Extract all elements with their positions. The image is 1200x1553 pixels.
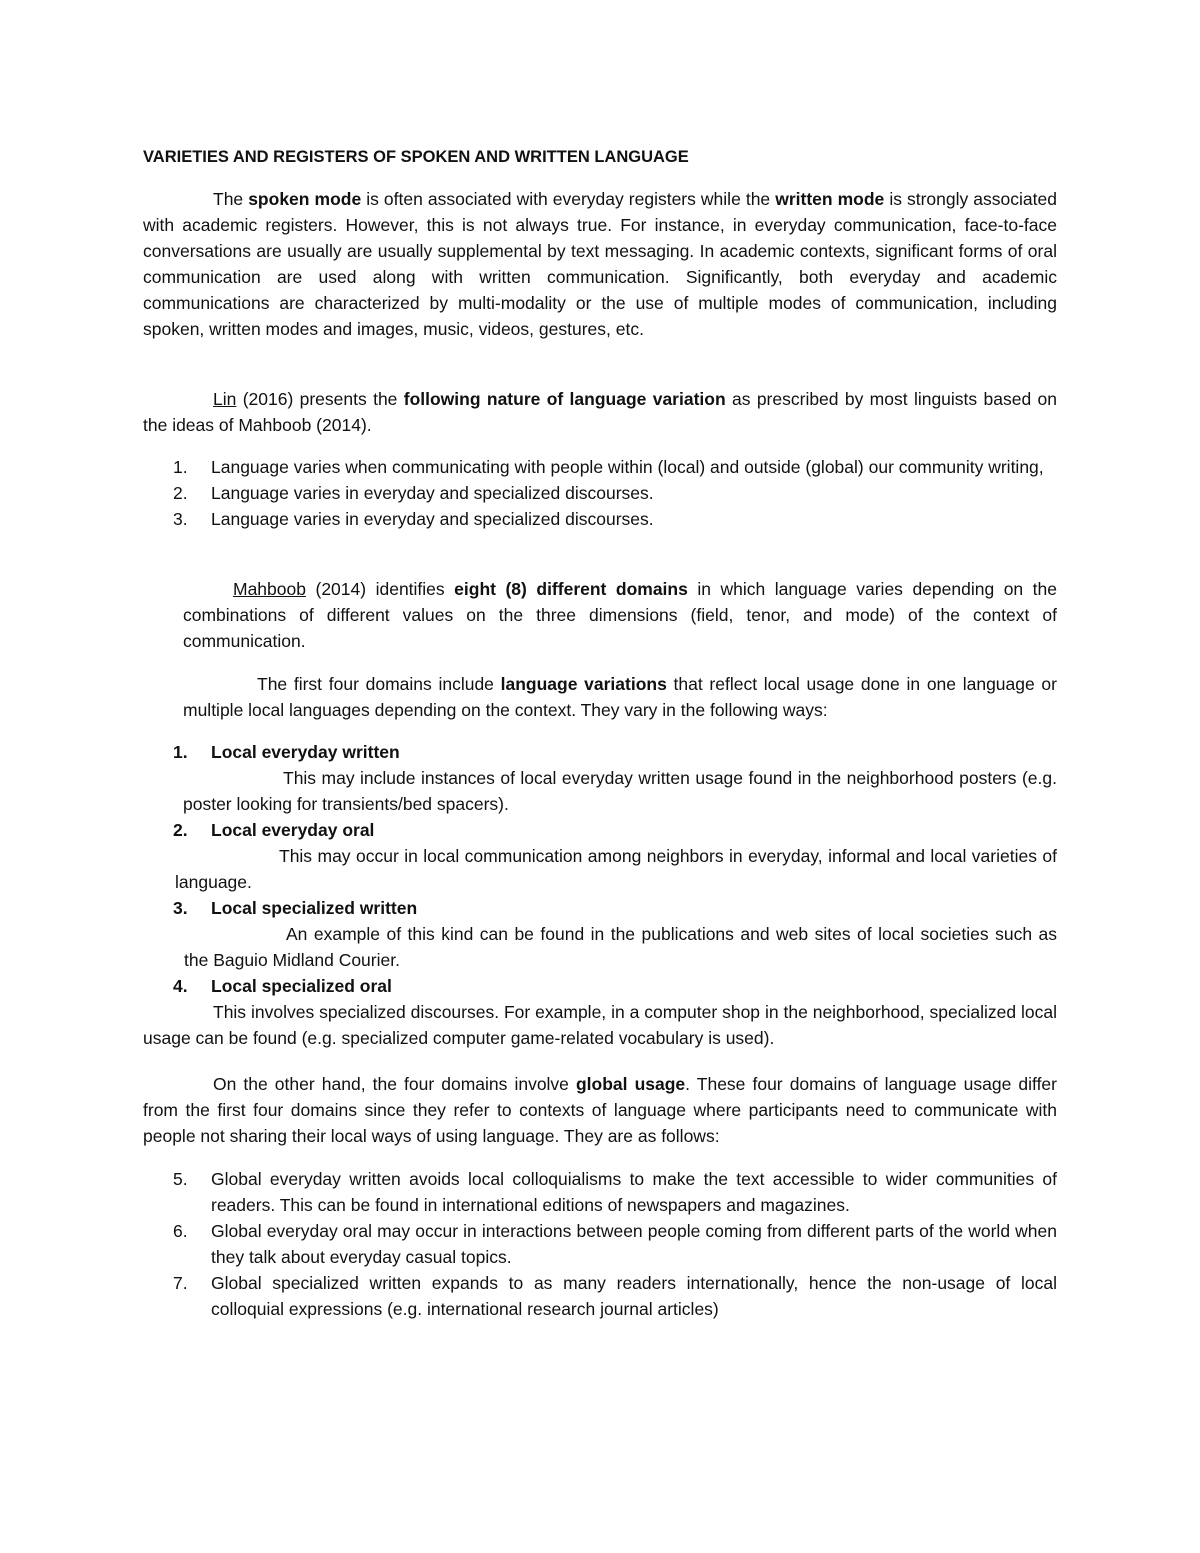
domain-heading: Local everyday oral [211, 820, 375, 840]
first-four-domains-paragraph [183, 671, 1057, 723]
domain-description: This may include instances of local everyday written usage found in the neighborhood posters (e.g. poster looking for transients/bed spacers). [183, 768, 1057, 814]
domain-heading: Local specialized written [211, 898, 418, 918]
language-variations-term: language variations [500, 674, 667, 694]
lin-text-1: (2016) presents the [236, 389, 404, 409]
list-item-number: 5. [173, 1169, 188, 1189]
lin-paragraph [143, 386, 1057, 438]
domain-number: 1. [173, 742, 188, 762]
domain-item [143, 895, 1057, 973]
mahboob-text-1: (2014) identifies [305, 579, 455, 599]
domain-item [143, 973, 1057, 1051]
global-text-1: On the other hand, the four domains involve [213, 1074, 576, 1094]
list-item [143, 1270, 1057, 1322]
list-item [143, 454, 1057, 480]
domain-description: An example of this kind can be found in the publications and web sites of local societies such as the Baguio Midland Courier. [184, 924, 1057, 970]
list-item-text: Language varies in everyday and specialized discourses. [211, 483, 654, 503]
global-text-2: . These four domains of language usage differ from the first four domains since they refer to contexts of language where participants need to communicate with people not sharing their local ways of using language. They are as follows: [143, 1074, 1057, 1146]
domain-number: 2. [173, 820, 188, 840]
list-item [143, 480, 1057, 506]
written-mode-term: written mode [775, 189, 885, 209]
intro-text-1: The [213, 189, 249, 209]
domain-number: 4. [173, 976, 188, 996]
global-usage-term: global usage [575, 1074, 686, 1094]
domain-description: This may occur in local communication among neighbors in everyday, informal and local varieties of language. [175, 846, 1057, 892]
spoken-mode-term: spoken mode [248, 189, 362, 209]
local-domains-list [143, 739, 1057, 1051]
list-item-text: Language varies when communicating with people within (local) and outside (global) our community writing, [211, 457, 1044, 477]
global-domains-list [143, 1166, 1057, 1322]
list-item-number: 2. [173, 483, 188, 503]
global-usage-paragraph [143, 1071, 1057, 1149]
domain-heading: Local specialized oral [211, 976, 392, 996]
list-item-text: Global everyday written avoids local colloquialisms to make the text accessible to wider communities of readers. This can be found in international editions of newspapers and magazines. [211, 1169, 1057, 1215]
mahboob-paragraph [183, 576, 1057, 654]
list-item [143, 1166, 1057, 1218]
domain-number: 3. [173, 898, 188, 918]
list-item-number: 6. [173, 1221, 188, 1241]
lin-text-2: as prescribed by most linguists based on the ideas of Mahboob (2014). [143, 389, 1057, 435]
language-variation-term: following nature of language variation [403, 389, 726, 409]
intro-paragraph [143, 186, 1057, 342]
domains-text-2: that reflect local usage done in one language or multiple local languages depending on the context. They vary in the following ways: [183, 674, 1057, 720]
list-item [143, 1218, 1057, 1270]
eight-domains-term: eight (8) different domains [454, 579, 688, 599]
list-item-number: 1. [173, 457, 188, 477]
domain-item [143, 739, 1057, 817]
intro-text-3: is strongly associated with academic registers. However, this is not always true. For instance, in everyday communication, face-to-face conversations are usually are usually supplemental by text messaging. In academic contexts, significant forms of oral communication are used along with written communication. Significantly, both everyday and academic communications are characterized by multi-modality or the use of multiple modes of communication, including spoken, written modes and images, music, videos, gestures, etc. [143, 189, 1057, 339]
list-item-number: 3. [173, 509, 188, 529]
list-item [143, 506, 1057, 532]
domain-item [143, 817, 1057, 895]
list-item-number: 7. [173, 1273, 188, 1293]
mahboob-citation: Mahboob [233, 579, 306, 599]
domains-text-1: The first four domains include [257, 674, 501, 694]
intro-text-2: is often associated with everyday registers while the [361, 189, 776, 209]
list-item-text: Language varies in everyday and specialized discourses. [211, 509, 654, 529]
lin-citation: Lin [213, 389, 237, 409]
list-item-text: Global everyday oral may occur in interactions between people coming from different parts of the world when they talk about everyday casual topics. [211, 1221, 1057, 1267]
document-title: VARIETIES AND REGISTERS OF SPOKEN AND WRITTEN LANGUAGE [143, 148, 689, 166]
domain-heading: Local everyday written [211, 742, 400, 762]
mahboob-text-2: in which language varies depending on the combinations of different values on the three dimensions (field, tenor, and mode) of the context of communication. [183, 579, 1057, 651]
variation-list [143, 454, 1057, 532]
list-item-text: Global specialized written expands to as many readers internationally, hence the non-usage of local colloquial expressions (e.g. international research journal articles) [211, 1273, 1057, 1319]
domain-description: This involves specialized discourses. For example, in a computer shop in the neighborhood, specialized local usage can be found (e.g. specialized computer game-related vocabulary is used). [143, 1002, 1057, 1048]
